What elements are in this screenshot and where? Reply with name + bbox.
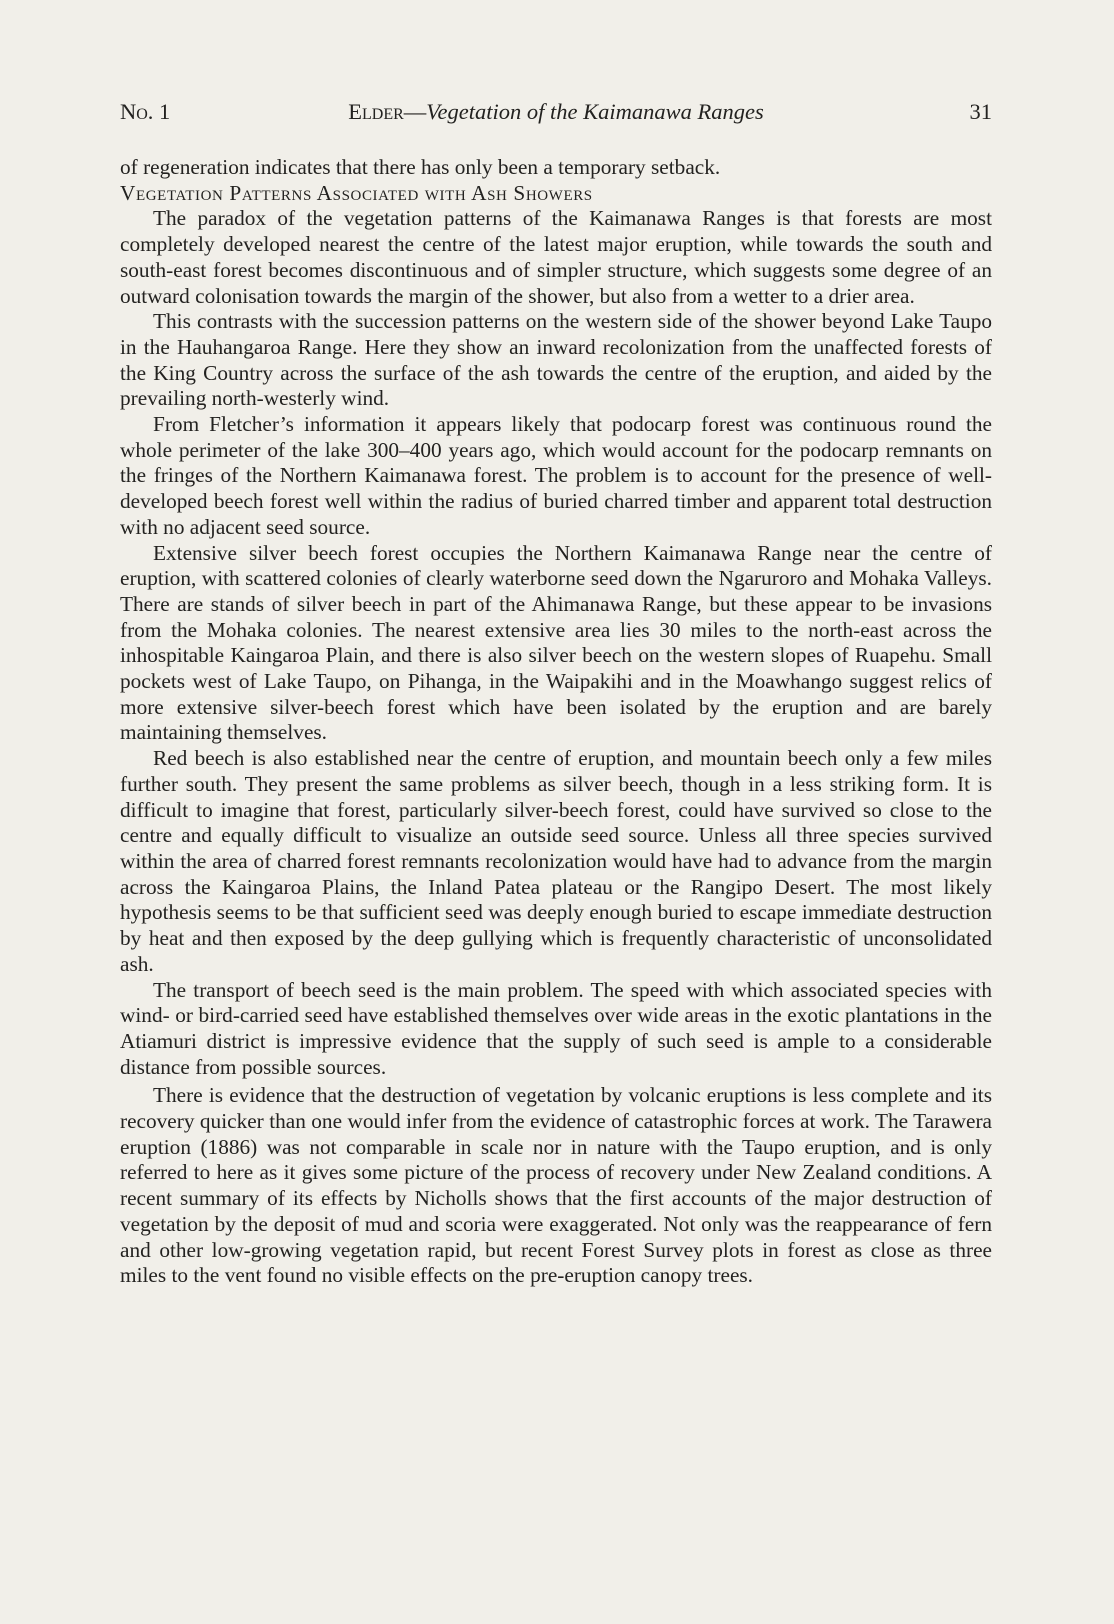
section-heading: Vegetation Patterns Associated with Ash Showers (120, 180, 593, 205)
page (120, 96, 992, 1289)
body-text (120, 155, 992, 1289)
paragraph: Red beech is also established near the centre of eruption, and mountain beech only a few miles further south. They present the same problems as silver beech, though in a less striking form. It is difficult to imagine that forest, particularly silver-beech forest, could have survived so close to the centre and equally difficult to visualize an outside seed source. Unless all three species survived within the area of charred forest remnants recolonization would have had to advance from the margin across the Kaingaroa Plains, the Inland Patea plateau or the Rangipo Desert. The most likely hypothesis seems to be that sufficient seed was deeply enough buried to escape immediate destruction by heat and then exposed by the deep gullying which is frequently characteristic of unconsolidated ash. (120, 746, 992, 976)
page-number: 31 (969, 99, 992, 124)
paragraph: Extensive silver beech forest occupies the Northern Kaimanawa Range near the centre of eruption, with scattered colonies of clearly waterborne seed down the Ngaruroro and Mohaka Valleys. There are stands of silver beech in part of the Ahimanawa Range, but these appear to be invasions from the Mohaka colonies. The nearest extensive area lies 30 miles to the north-east across the inhospitable Kaingaroa Plain, and there is also silver beech on the western slopes of Ruapehu. Small pockets west of Lake Taupo, on Pihanga, in the Waipakihi and in the Moawhango suggest relics of more extensive silver-beech forest which have been isolated by the eruption and are barely maintaining themselves. (120, 540, 992, 745)
title-dash: — (403, 99, 427, 124)
running-title (120, 96, 992, 128)
paragraph: The paradox of the vegetation patterns of the Kaimanawa Ranges is that forests are most completely developed nearest the centre of the latest major eruption, while towards the south and south-east forest becomes discontinuous and of simpler structure, which suggests some degree of an outward colonisation towards the margin of the shower, but also from a wetter to a drier area. (120, 206, 992, 308)
paragraph: The transport of beech seed is the main problem. The speed with which associated species with wind- or bird-carried seed have established themselves over wide areas in the exotic plantations in the Atiamuri district is impressive evidence that the supply of such seed is ample to a considerable distance from possible sources. (120, 977, 992, 1079)
paragraph: There is evidence that the destruction of vegetation by volcanic eruptions is less complete and its recovery quicker than one would infer from the evidence of catastrophic forces at work. The Tarawera eruption (1886) was not comparable in scale nor in nature with the Taupo eruption, and is only referred to here as it gives some picture of the process of recovery under New Zealand conditions. A recent summary of its effects by Nicholls shows that the first accounts of the major destruction of vegetation by the deposit of mud and scoria were exaggerated. Not only was the reappearance of fern and other low-growing vegetation rapid, but recent Forest Survey plots in forest as close as three miles to the vent found no visible effects on the pre-eruption canopy trees. (120, 1083, 992, 1288)
paragraph: This contrasts with the succession patterns on the western side of the shower beyond Lake Taupo in the Hauhangaroa Range. Here they show an inward recolonization from the unaffected forests of the King Country across the surface of the ash towards the centre of the eruption, and aided by the prevailing north-westerly wind. (120, 309, 992, 411)
author-name: Elder (348, 99, 404, 124)
continuation-paragraph: of regeneration indicates that there has only been a temporary setback. (120, 155, 721, 179)
article-title: Vegetation of the Kaimanawa Ranges (426, 99, 764, 124)
running-head (120, 96, 992, 128)
paragraph: From Fletcher’s information it appears likely that podocarp forest was continuous round the whole perimeter of the lake 300–400 years ago, which would account for the podocarp remnants on the fringes of the Northern Kaimanawa forest. The problem is to account for the presence of well-developed beech forest well within the radius of buried charred timber and apparent total destruction with no adjacent seed source. (120, 412, 992, 539)
issue-number: No. 1 (120, 99, 171, 124)
